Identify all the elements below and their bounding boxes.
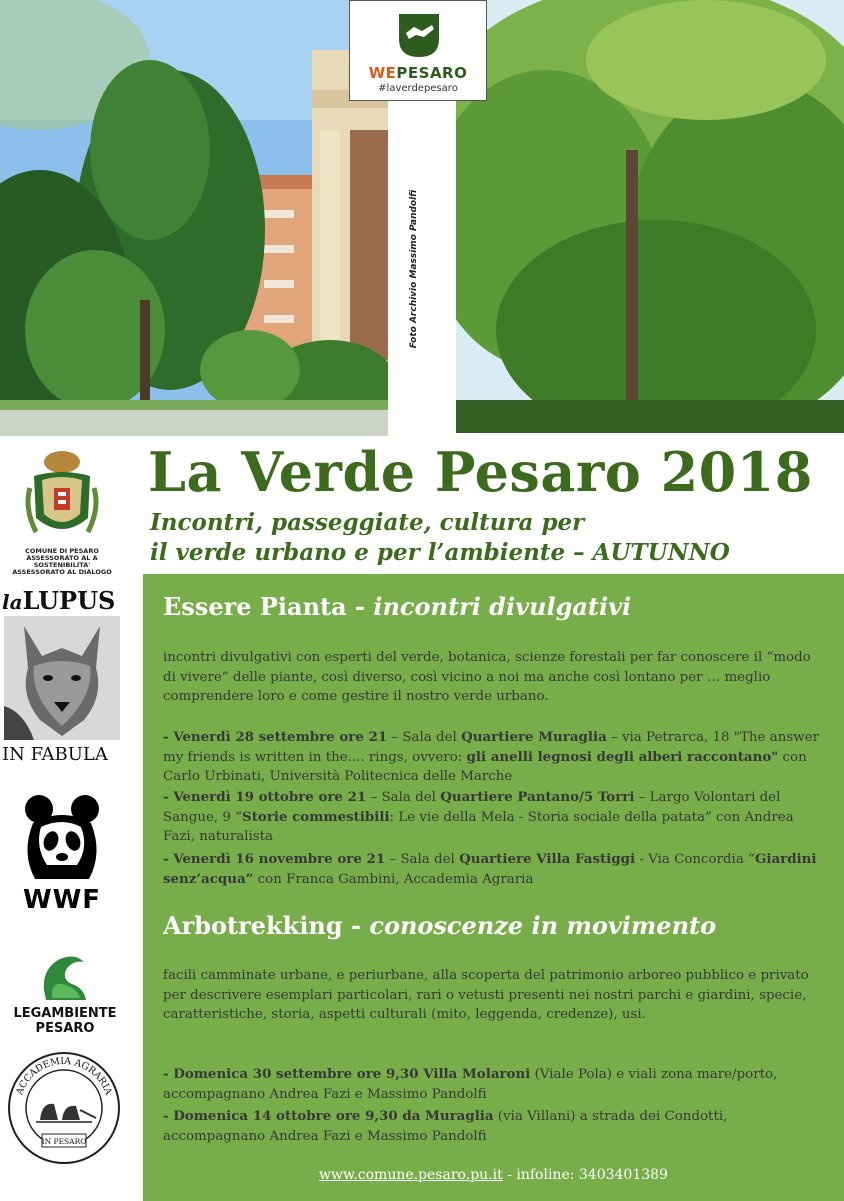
event-item: - Venerdì 28 settembre ore 21 – Sala del Quartiere Muraglia – via Petrarca, 18 "The answer my friends is written in the.... rings, ovvero: gli anelli legnosi degli alberi raccontano" con Carlo Urbinati, Università Politecnica delle Marche xyxy=(163,729,819,784)
event-item: - Venerdì 16 novembre ore 21 – Sala del Quartiere Villa Fastiggi - Via Concordia “Giardini senz’acqua” con Franca Gambini, Accademia Agraria xyxy=(163,851,817,887)
panda-icon xyxy=(19,793,105,885)
infoline: - infoline: 3403401389 xyxy=(502,1167,668,1183)
section1-intro: incontri divulgativi con esperti del verde, botanica, scienze forestali per far conoscere il “modo di vivere” delle piante, così diverso, così vicino a noi ma anche così lontano per … meglio comprendere loro e come gestire il nostro verde urbano. xyxy=(163,650,811,704)
accademia-agraria-logo xyxy=(6,1050,122,1166)
section2-intro: facili camminate urbane, e periurbane, alla scoperta del patrimonio arboreo pubblico e privato per descrivere esemplari particolari, rari o vetusti presenti nei nostri parchi e giardini, specie, caratteristiche, storia, aspetti culturali (mito, leggenda, credenze), usi. xyxy=(163,968,809,1022)
photo-credit: Foto Archivio Massimo Pandolfi xyxy=(409,189,419,349)
section-title-essere-pianta: Essere Pianta - incontri divulgativi xyxy=(163,592,632,621)
wolf-icon xyxy=(4,616,120,740)
coat-of-arms-icon xyxy=(22,448,102,548)
accademia-seal-icon xyxy=(6,1050,122,1166)
section-title-arbotrekking: Arbotrekking - conoscenze in movimento xyxy=(163,911,717,940)
comune-name: COMUNE DI PESARO xyxy=(25,547,99,555)
lupus-subtitle: IN FABULA xyxy=(2,744,108,765)
lupus-title: laLUPUS xyxy=(2,586,116,615)
event-item: - Domenica 30 settembre ore 9,30 Villa Molaroni (Viale Pola) e viali zona mare/porto, accompagnano Andrea Fazi e Massimo Pandolfi xyxy=(163,1066,778,1102)
legambiente-city: PESARO xyxy=(35,1021,95,1036)
page-title: La Verde Pesaro 2018 xyxy=(148,440,813,504)
legambiente-logo xyxy=(4,950,126,1040)
wepesaro-brand: WEPESARO xyxy=(368,64,468,82)
accademia-top-text: ACCADEMIA AGRARIA xyxy=(14,1055,114,1097)
comune-dept-2: ASSESSORATO AL DIALOGO xyxy=(12,568,112,576)
footer-contact xyxy=(143,1167,844,1183)
page-subtitle: Incontri, passeggiate, cultura per il verde urbano e per l’ambiente – AUTUNNO xyxy=(150,509,730,566)
event-item: - Venerdì 19 ottobre ore 21 – Sala del Quartiere Pantano/5 Torri – Largo Volontari del Sangue, 9 “Storie commestibili: Le vie della Mela - Storia sociale della patata” con Andrea Fazi, naturalista xyxy=(163,789,794,844)
park-photo-right xyxy=(456,0,844,433)
handshake-leaf-icon xyxy=(394,9,444,59)
swan-leaf-icon xyxy=(38,950,92,1006)
legambiente-name: LEGAMBIENTE xyxy=(13,1006,117,1021)
wwf-text: WWF xyxy=(22,885,102,915)
event-item: - Domenica 14 ottobre ore 9,30 da Muraglia (via Villani) a strada dei Condotti, accompagnano Andrea Fazi e Massimo Pandolfi xyxy=(163,1108,728,1144)
website-link[interactable]: www.comune.pesaro.pu.it xyxy=(319,1167,503,1183)
accademia-bottom-text: IN PESARO xyxy=(41,1137,87,1146)
comune-dept-1: ASSESSORATO AL A SOSTENIBILITA' xyxy=(26,554,98,569)
hashtag: #laverdepesaro xyxy=(378,83,458,94)
wwf-logo xyxy=(18,793,106,921)
wepesaro-logo xyxy=(349,0,487,101)
park-photo-left xyxy=(0,0,388,436)
lupus-in-fabula-logo xyxy=(2,588,124,776)
comune-pesaro-logo xyxy=(12,448,112,576)
